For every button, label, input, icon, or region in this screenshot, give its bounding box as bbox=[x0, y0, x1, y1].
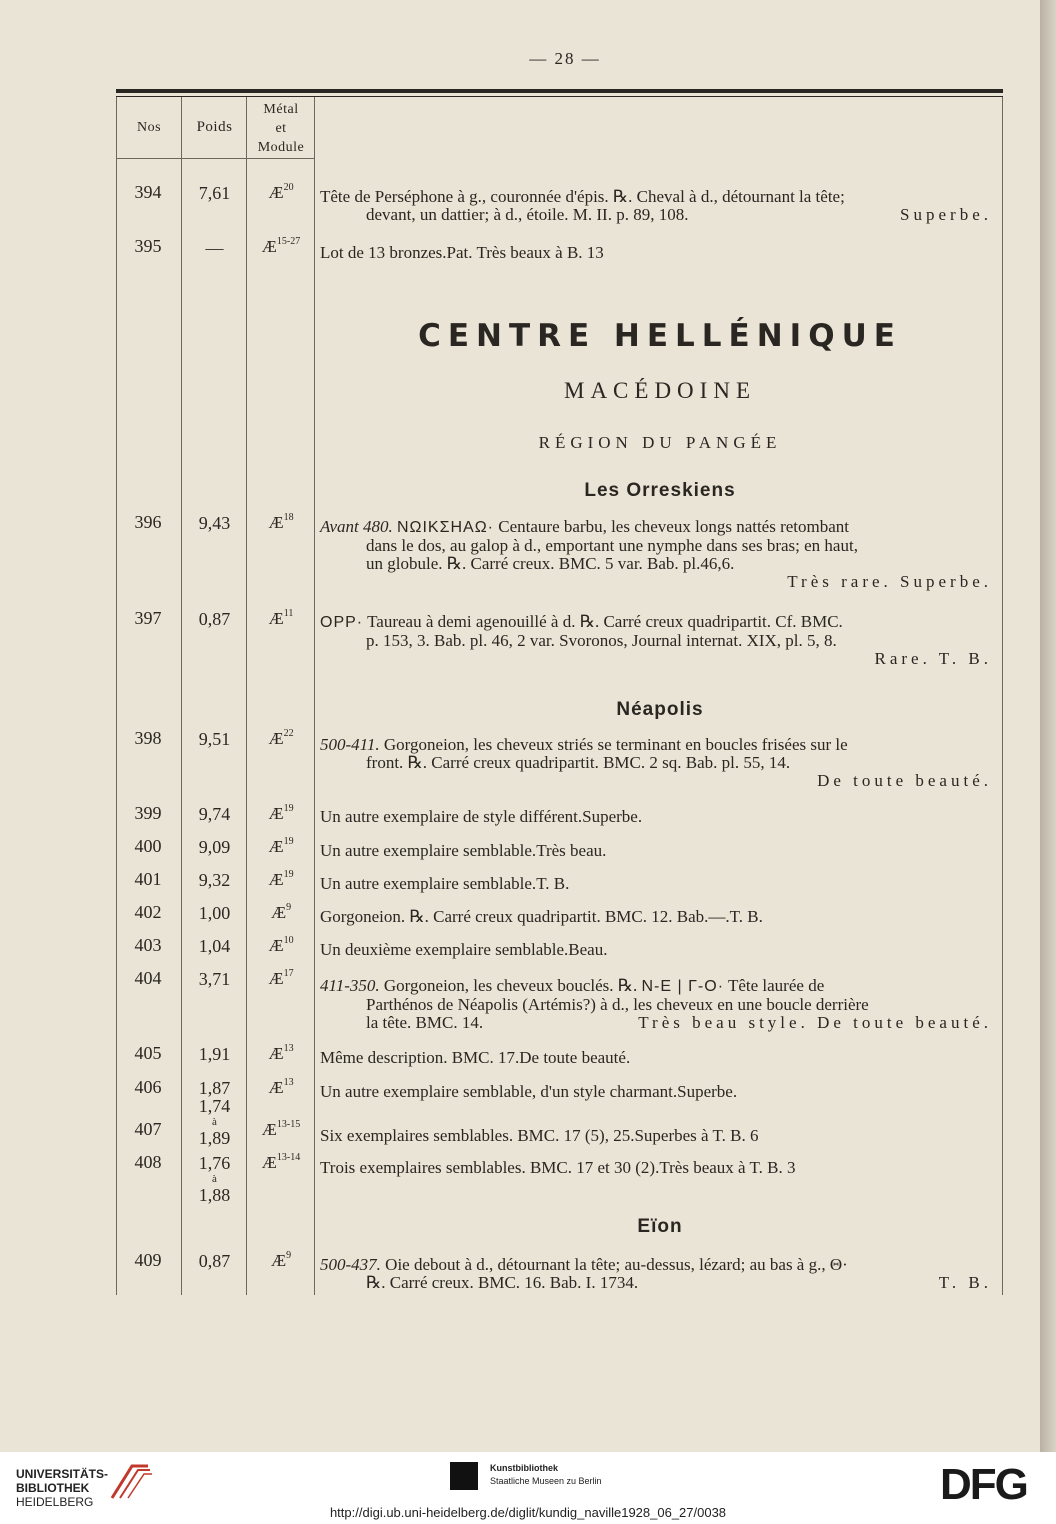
module: 19 bbox=[283, 869, 294, 880]
metal-symbol: Æ bbox=[268, 729, 284, 748]
weight-sep: à bbox=[212, 1173, 217, 1185]
entry-weight: 1,00 bbox=[198, 903, 231, 923]
entry-metal bbox=[248, 1250, 314, 1271]
header-divider bbox=[116, 158, 315, 159]
entry-description bbox=[320, 808, 992, 826]
entry-description bbox=[320, 1083, 992, 1101]
section-title: CENTRE HELLÉNIQUE bbox=[418, 318, 902, 354]
desc-text: Centaure barbu, les cheveux longs nattés retombant bbox=[498, 517, 850, 536]
entry-metal bbox=[248, 236, 314, 257]
entry-number: 397 bbox=[134, 608, 162, 628]
subsection-heading: Néapolis bbox=[616, 699, 704, 720]
dfg-logo[interactable]: DFG bbox=[940, 1460, 1027, 1509]
ub-heidelberg-logo[interactable] bbox=[16, 1467, 108, 1509]
coin-legend: N-E | Γ-O· bbox=[641, 978, 725, 995]
entry-metal bbox=[248, 1152, 314, 1173]
header-metal-line: Module bbox=[257, 140, 305, 155]
logo-line: BIBLIOTHEK bbox=[16, 1481, 90, 1495]
column-divider bbox=[116, 97, 117, 1295]
entry-weight-range bbox=[183, 1155, 246, 1203]
entry-number: 403 bbox=[134, 935, 162, 955]
metal-symbol: Æ bbox=[268, 1078, 284, 1097]
metal-symbol: Æ bbox=[261, 1153, 277, 1172]
desc-text: devant, un dattier; à d., étoile. M. II. p. 89, 108. bbox=[366, 205, 689, 224]
column-divider bbox=[314, 97, 315, 1295]
entry-number: 409 bbox=[134, 1250, 162, 1270]
module: 22 bbox=[283, 728, 294, 739]
quality-grade: Très beau style. De toute beauté. bbox=[638, 1013, 992, 1032]
quality-grade: Très beaux à T. B. 3 bbox=[659, 1158, 796, 1177]
header-metal-line: Métal bbox=[263, 102, 299, 117]
footer bbox=[0, 1452, 1056, 1524]
entry-number: 405 bbox=[134, 1043, 162, 1063]
entry-weight: 1,91 bbox=[198, 1044, 231, 1064]
entry-number: 408 bbox=[134, 1152, 162, 1172]
module: 20 bbox=[283, 182, 294, 193]
entry-metal bbox=[248, 182, 314, 203]
entry-weight: — bbox=[205, 238, 224, 258]
entry-description bbox=[320, 1049, 992, 1067]
desc-line bbox=[320, 1274, 992, 1292]
entry-weight: 1,04 bbox=[198, 936, 231, 956]
entry-weight-range bbox=[183, 1098, 246, 1146]
coin-legend: ΝΩΙΚΣΗΑΩ· bbox=[396, 519, 495, 536]
logo-line: UNIVERSITÄTS- bbox=[16, 1467, 109, 1481]
entry-description bbox=[320, 941, 992, 959]
desc-text: Gorgoneion, les cheveux striés se terminant en boucles frisées sur le bbox=[383, 735, 848, 754]
desc-text: Un autre exemplaire semblable, d'un style charmant. bbox=[320, 1082, 678, 1101]
entry-number: 398 bbox=[134, 728, 162, 748]
entry-weight: 3,71 bbox=[198, 969, 231, 989]
entry-weight: 9,74 bbox=[198, 804, 231, 824]
module: 13-14 bbox=[276, 1152, 301, 1163]
metal-symbol: Æ bbox=[268, 870, 284, 889]
metal-symbol: Æ bbox=[268, 804, 284, 823]
entry-metal bbox=[248, 968, 314, 989]
quality-grade: Superbes à T. B. 6 bbox=[634, 1126, 759, 1145]
scan-edge bbox=[1040, 0, 1056, 1452]
desc-text: Un autre exemplaire semblable. bbox=[320, 841, 537, 860]
header-no: Nos bbox=[136, 120, 162, 135]
entry-metal bbox=[248, 869, 314, 890]
column-divider bbox=[1002, 97, 1003, 1295]
quality-grade: Superbe. bbox=[677, 1082, 738, 1101]
desc-line: dans le dos, au galop à d., emportant une nymphe dans ses bras; en haut, bbox=[366, 536, 858, 555]
entry-description bbox=[320, 736, 992, 790]
desc-line bbox=[320, 206, 992, 224]
entry-description bbox=[320, 1256, 992, 1292]
entry-description bbox=[320, 1127, 992, 1145]
entry-metal bbox=[248, 728, 314, 749]
region-title: MACÉDOINE bbox=[564, 378, 756, 403]
weight-max: 1,89 bbox=[198, 1128, 231, 1148]
kb-subtitle: Staatliche Museen zu Berlin bbox=[490, 1476, 602, 1486]
desc-line bbox=[320, 977, 992, 996]
quality-grade: De toute beauté. bbox=[519, 1048, 631, 1067]
desc-text: Même description. BMC. 17. bbox=[320, 1048, 520, 1067]
desc-text: Un autre exemplaire semblable. bbox=[320, 874, 537, 893]
page-number: — 28 — bbox=[529, 49, 601, 68]
entry-metal bbox=[248, 1077, 314, 1098]
desc-text: Trois exemplaires semblables. BMC. 17 et 30 (2). bbox=[320, 1158, 660, 1177]
subsection-heading: Les Orreskiens bbox=[584, 480, 736, 501]
module: 13 bbox=[283, 1077, 294, 1088]
entry-description bbox=[320, 875, 992, 893]
header-rule-thin bbox=[116, 96, 1003, 97]
entry-number: 407 bbox=[134, 1119, 162, 1139]
entry-description bbox=[320, 1159, 992, 1177]
metal-symbol: Æ bbox=[268, 837, 284, 856]
header-metal-line: et bbox=[275, 121, 287, 136]
weight-max: 1,88 bbox=[198, 1185, 231, 1205]
desc-line: front. ℞. Carré creux quadripartit. BMC. 2 sq. Bab. pl. 55, 14. bbox=[366, 753, 791, 772]
entry-weight: 7,61 bbox=[198, 183, 231, 203]
quality-grade: Rare. T. B. bbox=[874, 649, 992, 668]
desc-line: Parthénos de Néapolis (Artémis?) à d., les cheveux en une boucle derrière bbox=[366, 995, 869, 1014]
quality-grade: Superbe. bbox=[900, 205, 992, 224]
kunstbibliothek-label bbox=[490, 1462, 602, 1488]
module: 11 bbox=[283, 608, 294, 619]
column-divider bbox=[181, 97, 182, 1295]
desc-line bbox=[320, 1256, 992, 1274]
header-rule bbox=[116, 89, 1003, 93]
desc-line bbox=[320, 1014, 992, 1032]
entry-weight: 9,43 bbox=[198, 513, 231, 533]
desc-line: un globule. ℞. Carré creux. BMC. 5 var. Bab. pl.46,6. bbox=[366, 554, 735, 573]
subregion-title: RÉGION DU PANGÉE bbox=[538, 433, 782, 452]
desc-text: Un deuxième exemplaire semblable. bbox=[320, 940, 569, 959]
entry-number: 394 bbox=[134, 182, 162, 202]
entry-description bbox=[320, 908, 992, 926]
entry-metal bbox=[248, 1043, 314, 1064]
entry-number: 406 bbox=[134, 1077, 162, 1097]
entry-number: 401 bbox=[134, 869, 162, 889]
entry-metal bbox=[248, 836, 314, 857]
desc-line bbox=[320, 518, 992, 537]
quality-grade: Très rare. Superbe. bbox=[787, 572, 992, 591]
entry-metal bbox=[248, 512, 314, 533]
quality-grade: De toute beauté. bbox=[817, 771, 992, 790]
entry-number: 402 bbox=[134, 902, 162, 922]
module: 10 bbox=[283, 935, 294, 946]
logo-line: HEIDELBERG bbox=[16, 1495, 94, 1509]
desc-text: Oie debout à d., détournant la tête; au-dessus, lézard; au bas à g., Θ· bbox=[385, 1255, 848, 1274]
quality-grade: Pat. Très beaux à B. 13 bbox=[446, 243, 604, 262]
metal-symbol: Æ bbox=[268, 609, 284, 628]
metal-symbol: Æ bbox=[261, 237, 277, 256]
entry-weight: 9,32 bbox=[198, 870, 231, 890]
entry-description bbox=[320, 842, 992, 860]
desc-text: Six exemplaires semblables. BMC. 17 (5), 25. bbox=[320, 1126, 635, 1145]
metal-symbol: Æ bbox=[261, 1120, 277, 1139]
entry-number: 399 bbox=[134, 803, 162, 823]
desc-text: Tête laurée de bbox=[727, 976, 825, 995]
metal-symbol: Æ bbox=[268, 183, 284, 202]
kunstbibliothek-logo-icon bbox=[450, 1462, 478, 1490]
column-divider bbox=[246, 97, 247, 1295]
entry-weight: 9,51 bbox=[198, 729, 231, 749]
desc-line: Tête de Perséphone à g., couronnée d'épis. ℞. Cheval à d., détournant la tête; bbox=[320, 187, 845, 206]
desc-line bbox=[320, 736, 992, 754]
coin-legend: OPP· bbox=[320, 614, 364, 631]
quality-grade: Beau. bbox=[568, 940, 608, 959]
entry-metal bbox=[248, 803, 314, 824]
quality-grade: T. B. bbox=[729, 907, 763, 926]
desc-text: la tête. BMC. 14. bbox=[366, 1013, 484, 1032]
weight-min: 1,76 bbox=[198, 1153, 231, 1173]
entry-metal bbox=[248, 1119, 314, 1140]
entry-number: 404 bbox=[134, 968, 162, 988]
entry-description bbox=[320, 244, 992, 262]
metal-symbol: Æ bbox=[268, 513, 284, 532]
desc-line bbox=[320, 613, 992, 632]
entry-number: 400 bbox=[134, 836, 162, 856]
weight-sep: à bbox=[212, 1116, 217, 1128]
entry-metal bbox=[248, 608, 314, 629]
entry-weight: 1,87 bbox=[198, 1078, 231, 1098]
quality-grade: T. B. bbox=[938, 1273, 992, 1292]
entry-description bbox=[320, 518, 992, 591]
desc-text: Gorgoneion. ℞. Carré creux quadripartit. BMC. 12. Bab.—. bbox=[320, 907, 730, 926]
entry-weight: 9,09 bbox=[198, 837, 231, 857]
module: 17 bbox=[283, 968, 294, 979]
module: 19 bbox=[283, 803, 294, 814]
metal-symbol: Æ bbox=[268, 1044, 284, 1063]
header-metal bbox=[248, 100, 314, 157]
metal-symbol: Æ bbox=[270, 903, 287, 922]
module: 9 bbox=[286, 902, 292, 913]
entry-weight: 0,87 bbox=[198, 609, 231, 629]
module: 13 bbox=[283, 1043, 294, 1054]
desc-text: Un autre exemplaire de style différent. bbox=[320, 807, 583, 826]
desc-line: p. 153, 3. Bab. pl. 46, 2 var. Svoronos, Journal internat. XIX, pl. 5, 8. bbox=[366, 631, 837, 650]
entry-number: 396 bbox=[134, 512, 162, 532]
metal-symbol: Æ bbox=[268, 969, 284, 988]
header-weight: Poids bbox=[196, 119, 233, 135]
desc-text: Taureau à demi agenouillé à d. ℞. Carré creux quadripartit. Cf. BMC. bbox=[367, 612, 843, 631]
quality-grade: Superbe. bbox=[582, 807, 643, 826]
entry-weight: 0,87 bbox=[198, 1251, 231, 1271]
module: 15-27 bbox=[276, 236, 301, 247]
module: 13-15 bbox=[276, 1119, 301, 1130]
page-url[interactable]: http://digi.ub.uni-heidelberg.de/diglit/kundig_naville1928_06_27/0038 bbox=[329, 1505, 727, 1520]
entry-description bbox=[320, 977, 992, 1032]
entry-metal bbox=[248, 935, 314, 956]
kb-title: Kunstbibliothek bbox=[490, 1463, 558, 1473]
weight-min: 1,74 bbox=[198, 1096, 231, 1116]
quality-grade: T. B. bbox=[536, 874, 570, 893]
entry-number: 395 bbox=[134, 236, 162, 256]
desc-text: ℞. Carré creux. BMC. 16. Bab. I. 1734. bbox=[366, 1273, 639, 1292]
subsection-heading: Eïon bbox=[637, 1216, 683, 1237]
quality-grade: Très beau. bbox=[536, 841, 607, 860]
module: 18 bbox=[283, 512, 294, 523]
date-range: Avant 480. bbox=[320, 517, 393, 536]
metal-symbol: Æ bbox=[270, 1251, 287, 1270]
ub-mark-icon bbox=[108, 1458, 154, 1504]
entry-description bbox=[320, 188, 992, 224]
module: 19 bbox=[283, 836, 294, 847]
entry-metal bbox=[248, 902, 314, 923]
date-range: 500-411. bbox=[320, 735, 380, 754]
desc-text: Lot de 13 bronzes. bbox=[320, 243, 447, 262]
metal-symbol: Æ bbox=[268, 936, 284, 955]
date-range: 411-350. bbox=[320, 976, 380, 995]
module: 9 bbox=[286, 1250, 292, 1261]
entry-description bbox=[320, 613, 992, 668]
desc-text: Gorgoneion, les cheveux bouclés. ℞. bbox=[383, 976, 638, 995]
date-range: 500-437. bbox=[320, 1255, 381, 1274]
